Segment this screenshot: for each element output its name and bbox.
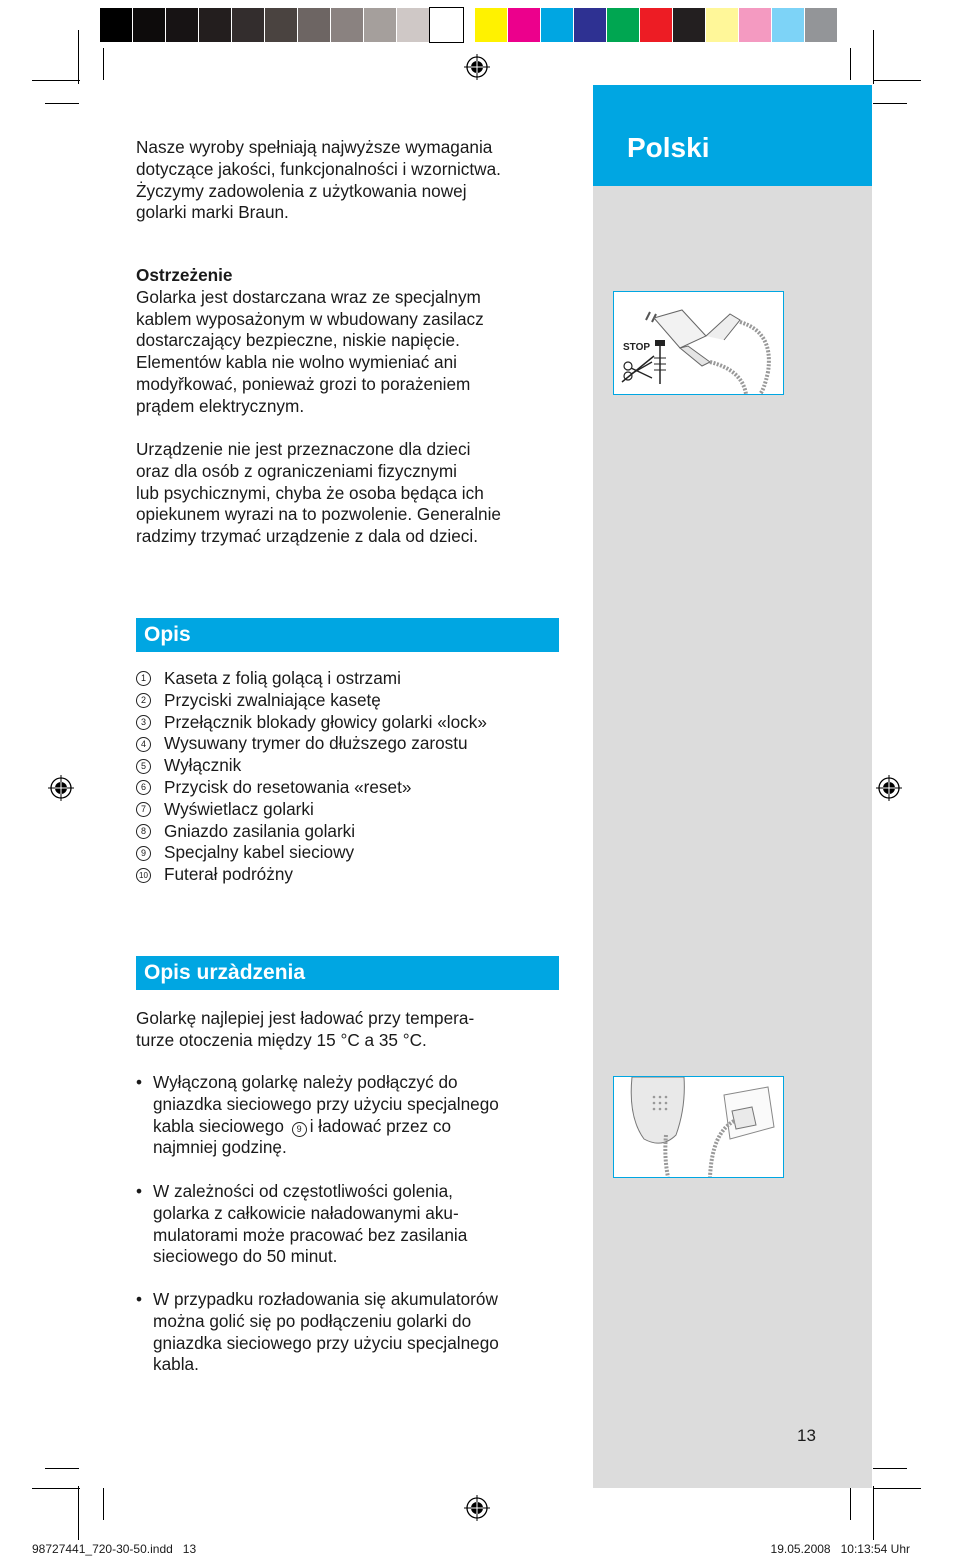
bullet-dot: • xyxy=(136,1072,143,1092)
text-line: Nasze wyroby spełniają najwyższe wymagania xyxy=(136,137,493,157)
bullet-item-runtime xyxy=(136,1181,566,1268)
text-span: kabla sieciowego xyxy=(153,1115,284,1136)
text-line: opiekunem wyrazi na to pozwolenie. Generalnie xyxy=(136,504,501,525)
color-swatch xyxy=(331,8,364,42)
text-line: Golarkę najlepiej jest ładować przy tempera- xyxy=(136,1008,475,1028)
circled-number: 3 xyxy=(136,715,151,730)
footer-timestamp: 19.05.2008 10:13:54 Uhr xyxy=(770,1542,910,1556)
circled-number: 7 xyxy=(136,802,151,817)
circled-number: 8 xyxy=(136,824,151,839)
color-swatch xyxy=(640,8,673,42)
plug-illustration xyxy=(614,292,783,394)
crop-mark xyxy=(32,80,80,81)
crop-mark xyxy=(103,1488,104,1520)
language-title: Polski xyxy=(627,132,710,163)
color-swatch xyxy=(541,8,574,42)
crop-mark xyxy=(873,1486,874,1540)
list-item-text: Wyświetlacz golarki xyxy=(164,798,314,819)
warning-section xyxy=(136,265,566,418)
text-line: W przypadku rozładowania się akumulatorów xyxy=(153,1289,498,1309)
color-swatch xyxy=(673,8,706,42)
section-heading-opis: Opis xyxy=(136,618,559,652)
text-line: sieciowego do 50 minut. xyxy=(153,1246,338,1267)
color-swatch xyxy=(265,8,298,42)
text-line: dotyczące jakości, funkcjonalności i wzornictwa. xyxy=(136,158,501,179)
text-line: Golarka jest dostarczana wraz ze specjalnym xyxy=(136,286,481,307)
figure-cable-warning xyxy=(613,291,784,395)
color-swatch xyxy=(772,8,805,42)
list-item-text: Przyciski zwalniające kasetę xyxy=(164,689,381,710)
intro-paragraph xyxy=(136,137,566,224)
text-line: radzimy trzymać urządzenie z dala od dzieci. xyxy=(136,526,478,547)
text-line xyxy=(153,1116,566,1138)
crop-mark xyxy=(32,1488,80,1489)
color-swatch xyxy=(607,8,640,42)
charging-intro-paragraph xyxy=(136,1008,566,1052)
list-item xyxy=(136,821,487,843)
list-item-text: Wysuwany trymer do dłuższego zarostu xyxy=(164,733,468,754)
circled-number: 10 xyxy=(136,868,151,883)
list-item xyxy=(136,777,487,799)
footer-file-info: 98727441_720-30-50.indd 13 xyxy=(32,1542,197,1556)
color-swatch xyxy=(166,8,199,42)
color-bar-gap xyxy=(463,8,475,42)
bullet-dot: • xyxy=(136,1181,143,1201)
color-swatch xyxy=(298,8,331,42)
circled-number: 2 xyxy=(136,693,151,708)
color-swatch xyxy=(430,8,463,42)
bullet-item-discharged xyxy=(136,1289,566,1376)
warning-title: Ostrzeżenie xyxy=(136,265,233,285)
bullet-item-connect xyxy=(136,1072,566,1159)
color-swatch xyxy=(199,8,232,42)
registration-mark-icon xyxy=(464,54,490,80)
color-calibration-bar xyxy=(100,8,838,42)
text-line: Elementów kabla nie wolno wymieniać ani xyxy=(136,352,457,373)
registration-mark-icon xyxy=(876,775,902,801)
text-line: gniazdka sieciowego przy użyciu specjalnego xyxy=(153,1332,499,1353)
text-line: najmniej godzinę. xyxy=(153,1137,287,1158)
page-number: 13 xyxy=(797,1426,816,1445)
list-item xyxy=(136,755,487,777)
list-item xyxy=(136,690,487,712)
list-item xyxy=(136,864,487,886)
text-line: dostarczający bezpieczne, niskie napięcie. xyxy=(136,330,460,351)
text-line: prądem elektrycznym. xyxy=(136,395,305,416)
stop-label: STOP xyxy=(623,342,651,353)
text-line: Urządzenie nie jest przeznaczone dla dzieci xyxy=(136,439,471,459)
list-item-text: Przełącznik blokady głowicy golarki «lock» xyxy=(164,711,487,732)
color-swatch xyxy=(100,8,133,42)
crop-mark xyxy=(850,48,851,80)
list-item-text: Kaseta z folią golącą i ostrzami xyxy=(164,668,401,688)
color-swatch xyxy=(739,8,772,42)
list-item xyxy=(136,712,487,734)
color-swatch xyxy=(397,8,430,42)
crop-mark xyxy=(78,1486,79,1540)
text-line: można golić się po podłączeniu golarki do xyxy=(153,1310,472,1331)
text-line: golarki marki Braun. xyxy=(136,202,289,223)
parts-list xyxy=(136,668,487,886)
list-item xyxy=(136,842,487,864)
crop-mark xyxy=(850,1488,851,1520)
list-item-text: Gniazdo zasilania golarki xyxy=(164,820,356,841)
circled-number: 5 xyxy=(136,759,151,774)
color-swatch xyxy=(364,8,397,42)
crop-mark xyxy=(45,103,79,104)
circled-number: 9 xyxy=(292,1122,307,1137)
section-heading-opis-urzadzenia: Opis urzàdzenia xyxy=(136,956,559,990)
text-line: turze otoczenia między 15 °C a 35 °C. xyxy=(136,1029,427,1050)
text-line: kablem wyposażonym w wbudowany zasilacz xyxy=(136,308,484,329)
list-item xyxy=(136,733,487,755)
crop-mark xyxy=(78,30,79,84)
shaver-illustration xyxy=(614,1077,783,1177)
color-swatch xyxy=(574,8,607,42)
list-item xyxy=(136,668,487,690)
crop-mark xyxy=(873,1468,907,1469)
color-swatch xyxy=(508,8,541,42)
text-line: oraz dla osób z ograniczeniami fizycznymi xyxy=(136,460,457,481)
list-item xyxy=(136,799,487,821)
list-item-text: Wyłącznik xyxy=(164,755,242,776)
text-line: kabla. xyxy=(153,1354,199,1375)
text-line: Wyłączoną golarkę należy podłączyć do xyxy=(153,1072,458,1092)
color-swatch xyxy=(706,8,739,42)
text-line: modyřkować, ponieważ grozi to porażeniem xyxy=(136,373,471,394)
text-line: golarka z całkowicie naładowanymi aku- xyxy=(153,1202,459,1223)
text-span: i ładować przez co xyxy=(309,1115,452,1136)
children-warning-paragraph xyxy=(136,439,566,548)
figure-shaver-charging xyxy=(613,1076,784,1178)
color-swatch xyxy=(232,8,265,42)
registration-mark-icon xyxy=(464,1495,490,1521)
registration-mark-icon xyxy=(48,775,74,801)
text-line: mulatorami może pracować bez zasilania xyxy=(153,1224,468,1245)
color-swatch xyxy=(805,8,838,42)
crop-mark xyxy=(873,30,874,84)
color-swatch xyxy=(133,8,166,42)
crop-mark xyxy=(873,1488,921,1489)
circled-number: 1 xyxy=(136,671,151,686)
crop-mark xyxy=(873,80,921,81)
text-line: Życzymy zadowolenia z użytkowania nowej xyxy=(136,180,467,201)
list-item-text: Specjalny kabel sieciowy xyxy=(164,842,355,863)
list-item-text: Futerał podróżny xyxy=(164,864,293,885)
list-item-text: Przycisk do resetowania «reset» xyxy=(164,776,412,797)
color-swatch xyxy=(475,8,508,42)
circled-number: 4 xyxy=(136,737,151,752)
text-line: lub psychicznymi, chyba że osoba będąca ich xyxy=(136,482,484,503)
crop-mark xyxy=(45,1468,79,1469)
circled-number: 6 xyxy=(136,780,151,795)
bullet-dot: • xyxy=(136,1289,143,1309)
text-line: W zależności od częstotliwości golenia, xyxy=(153,1181,453,1201)
circled-number: 9 xyxy=(136,846,151,861)
crop-mark xyxy=(103,48,104,80)
crop-mark xyxy=(873,103,907,104)
text-line: gniazdka sieciowego przy użyciu specjalnego xyxy=(153,1093,499,1114)
